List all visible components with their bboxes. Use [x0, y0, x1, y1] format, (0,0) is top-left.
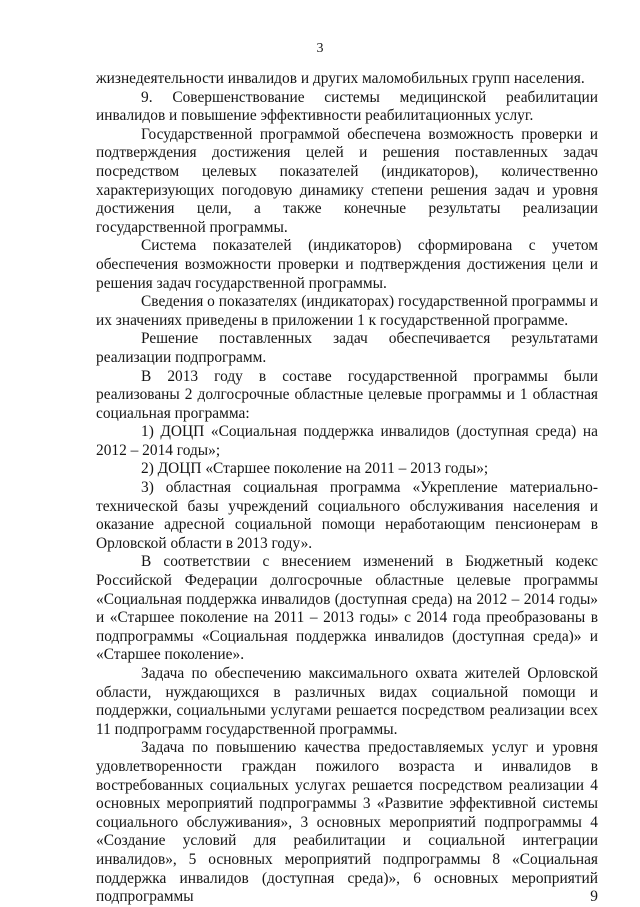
paragraph-indicators: Государственной программой обеспечена возможность проверки и подтверждения достижения целей и решения поставленных задач посредством целевых показателей (индикаторов), количественно характеризующих погодовую динамику степени решения задач и уровня достижения цели, а также конечные результаты реализации государственной программы.: [96, 125, 598, 236]
list-item-2: 2) ДОЦП «Старшее поколение на 2011 – 2013 годы»;: [141, 460, 489, 478]
paragraph-item-9: 9. Совершенствование системы медицинской реабилитации инвалидов и повышение эффективности реабилитационных услуг.: [96, 88, 598, 125]
paragraph-indicator-system: Система показателей (индикаторов) сформирована с учетом обеспечения возможности проверки и подтверждения достижения цели и решения задач государственной программы.: [96, 237, 598, 292]
page-number: 3: [316, 41, 324, 56]
paragraph-indicator-info: Сведения о показателях (индикаторах) государственной программы и их значениях приведены в приложении 1 к государственной программе.: [96, 293, 598, 329]
paragraph-quality-task: Задача по повышению качества предоставляемых услуг и уровня удовлетворенности граждан пожилого возраста и инвалидов в востребованных социальных услугах решается посредством реализации 4 основных мероприятий подпрограммы 3 «Развитие эффективной системы социального обслуживания», 3 основных мероприятий подпрограммы 4 «Создание условий для реабилитации и социальной интеграции инвалидов», 5 основных мероприятий подпрограммы 8 «Социальная поддержка инвалидов (доступная среда)», 6 основных мероприятий подпрограммы 9: [96, 739, 598, 906]
paragraph-2013-programs: В 2013 году в составе государственной программы были реализованы 2 долгосрочные областные целевые программы и 1 областная социальная программа:: [96, 367, 598, 422]
list-item-1: 1) ДОЦП «Социальная поддержка инвалидов (доступная среда) на 2012 – 2014 годы»;: [96, 423, 598, 459]
document-body: [96, 70, 598, 907]
list-item-3: 3) областная социальная программа «Укрепление материально-технической базы учреждений социального обслуживания населения и оказание адресной социальной помощи неработающим пенсионерам в Орловской области в 2013 году».: [96, 479, 598, 552]
paragraph-budget-code: В соответствии с внесением изменений в Бюджетный кодекс Российской Федерации долгосрочные областные целевые программы «Социальная поддержка инвалидов (доступная среда) на 2012 – 2014 годы» и «Старшее поколение на 2011 – 2013 годы» с 2014 года преобразованы в подпрограммы «Социальная поддержка инвалидов (доступная среда)» и «Старшее поколение».: [96, 553, 598, 664]
paragraph-coverage-task: Задача по обеспечению максимального охвата жителей Орловской области, нуждающихся в различных видах социальной помощи и поддержки, социальными услугами решается посредством реализации всех 11 подпрограмм государственной программы.: [96, 665, 598, 738]
paragraph-task-solution: Решение поставленных задач обеспечивается результатами реализации подпрограмм.: [96, 330, 598, 366]
paragraph-continuation: жизнедеятельности инвалидов и других маломобильных групп населения.: [96, 70, 585, 87]
